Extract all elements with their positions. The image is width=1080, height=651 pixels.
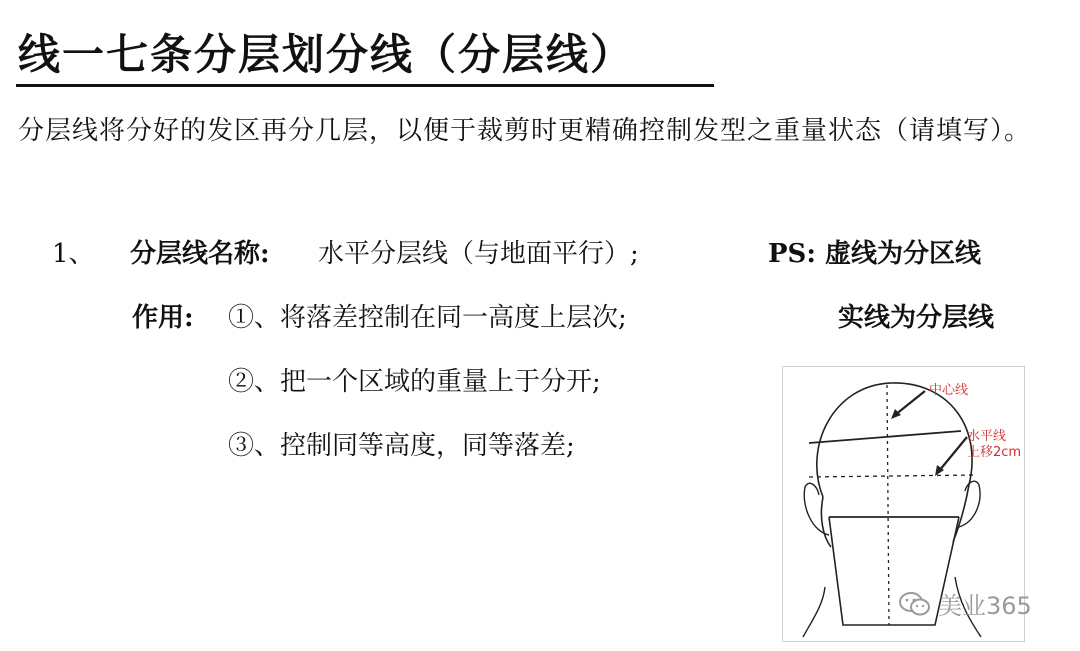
horizontal-line-label: 水平线: [967, 429, 1007, 444]
right-ear: [959, 481, 980, 527]
item-number: 1、: [52, 239, 95, 269]
name-value: 水平分层线（与地面平行）;: [318, 239, 639, 269]
watermark: [898, 586, 1032, 621]
horizontal-arrow: [939, 437, 967, 471]
layer-line-1: [809, 431, 961, 443]
neck-left: [803, 587, 825, 637]
title-underline: [16, 84, 714, 87]
center-arrow: [895, 391, 925, 415]
head-outline: [817, 383, 972, 542]
ps-line-2: 实线为分层线: [838, 303, 995, 333]
left-ear: [804, 483, 829, 535]
center-line-label: 中心线: [929, 383, 969, 398]
section-dashed-line: [809, 475, 973, 477]
effect-label: 作用:: [132, 303, 194, 333]
effect-item-3: ③、控制同等高度，同等落差;: [228, 431, 575, 461]
ps-line-1: PS: 虚线为分区线: [768, 239, 981, 269]
name-label: 分层线名称:: [130, 239, 270, 269]
effect-item-1: ①、将落差控制在同一高度上层次;: [228, 303, 627, 333]
effect-item-2: ②、把一个区域的重量上于分开;: [228, 367, 601, 397]
page-title: 线一七条分层划分线（分层线）: [18, 30, 635, 79]
horizontal-line-sublabel: 上移2cm: [967, 445, 1022, 460]
watermark-text: 美业365: [938, 592, 1032, 620]
wechat-icon: [898, 590, 932, 618]
center-dashed-line: [887, 385, 889, 625]
intro-paragraph: 分层线将分好的发区再分几层，以便于裁剪时更精确控制发型之重量状态（请填写）。: [18, 116, 1032, 146]
